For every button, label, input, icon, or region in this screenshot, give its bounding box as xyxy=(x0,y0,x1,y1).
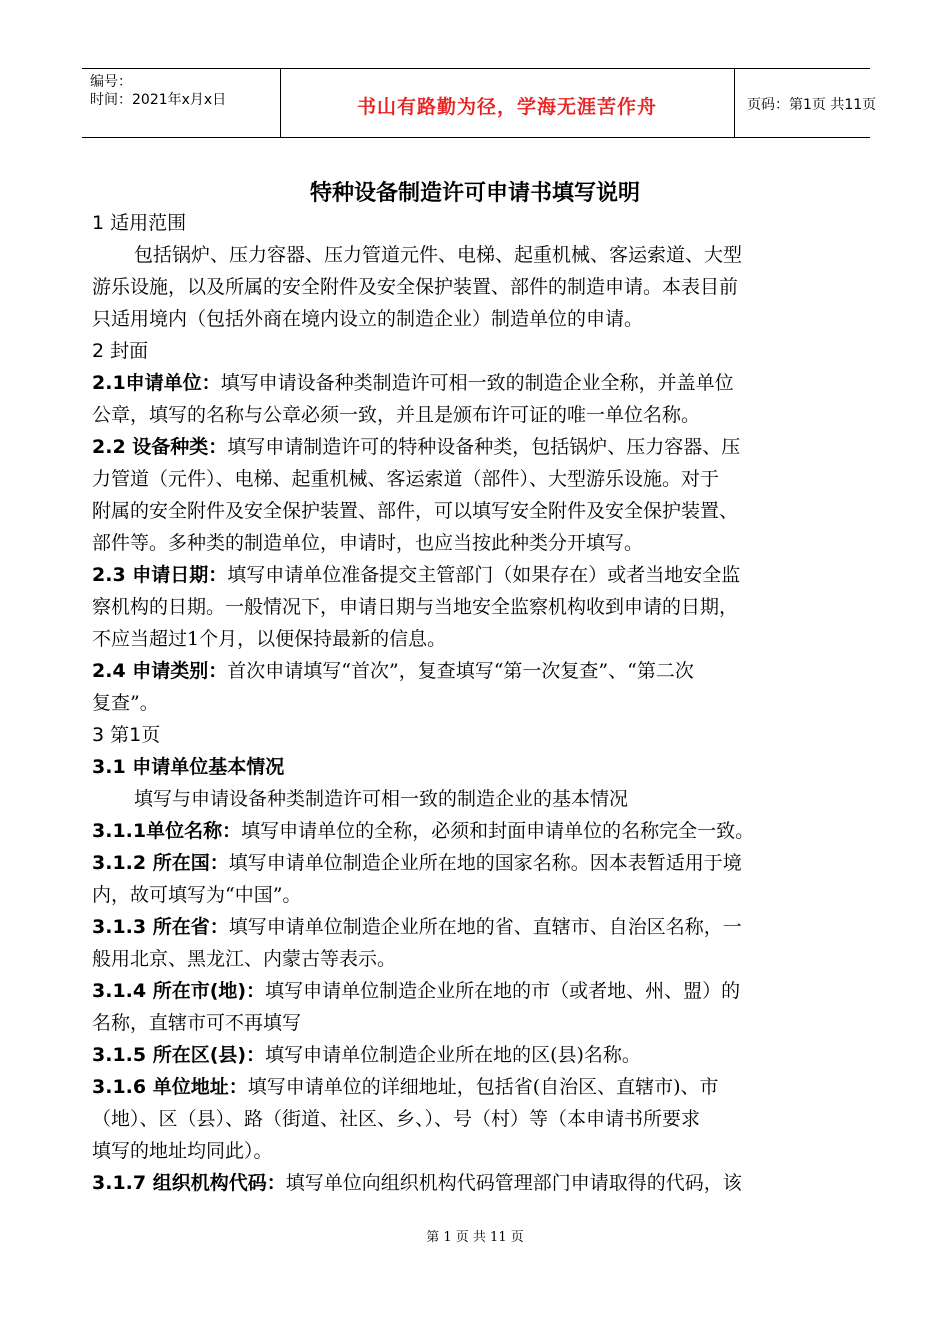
body-line xyxy=(92,527,862,559)
item-text: 填写申请单位制造企业所在地的省、直辖市、自治区名称，一 xyxy=(228,916,742,938)
body-line xyxy=(92,367,862,399)
item-text: 包括锅炉、压力容器、压力管道元件、电梯、起重机械、客运索道、大型 xyxy=(134,244,743,266)
header-page-cell xyxy=(735,69,877,137)
body-line xyxy=(92,1007,862,1039)
document-header xyxy=(82,68,877,138)
item-text: 部件等。多种类的制造单位，申请时，也应当按此种类分开填写。 xyxy=(92,532,644,554)
page-footer: 第 1 页 共 11 页 xyxy=(426,1230,524,1245)
item-label: 3.1.2 所在国： xyxy=(92,852,229,874)
body-line xyxy=(92,975,862,1007)
header-page-info: 页码：第1页 共11页 xyxy=(747,97,877,113)
body-line xyxy=(92,271,862,303)
item-text: 填写申请单位的详细地址，包括省(自治区、直辖市)、市 xyxy=(247,1076,719,1098)
body-line xyxy=(92,911,862,943)
section-heading xyxy=(92,335,862,367)
document-body xyxy=(92,207,862,1199)
item-text: 填写申请设备种类制造许可相一致的制造企业全称，并盖单位 xyxy=(220,372,734,394)
body-line xyxy=(92,623,862,655)
item-text: 力管道（元件）、电梯、起重机械、客运索道（部件）、大型游乐设施。对于 xyxy=(92,468,720,490)
body-line xyxy=(92,943,862,975)
item-text: 不应当超过1个月，以便保持最新的信息。 xyxy=(92,628,447,650)
item-label: 3.1.7 组织机构代码： xyxy=(92,1172,286,1194)
item-text: （地）、区（县）、路（街道、社区、乡、）、号（村）等（本申请书所要求 xyxy=(92,1108,701,1130)
item-label: 3.1.6 单位地址： xyxy=(92,1076,248,1098)
item-text: 填写申请单位准备提交主管部门（如果存在）或者当地安全监 xyxy=(227,564,741,586)
section-heading xyxy=(92,207,862,239)
item-label: 2.4 申请类别： xyxy=(92,660,228,682)
header-motto-cell xyxy=(280,69,735,137)
item-text: 2 封面 xyxy=(92,340,149,362)
item-label: 2.3 申请日期： xyxy=(92,564,228,586)
body-line xyxy=(92,559,862,591)
item-label: 3.1.1单位名称： xyxy=(92,820,242,842)
item-label: 2.2 设备种类： xyxy=(92,436,228,458)
item-label: 3.1.4 所在市(地)： xyxy=(92,980,266,1002)
body-line xyxy=(92,687,862,719)
item-text: 填写申请单位制造企业所在地的国家名称。因本表暂适用于境 xyxy=(228,852,742,874)
body-line xyxy=(92,431,862,463)
body-line xyxy=(92,399,862,431)
body-line xyxy=(92,815,862,847)
body-line xyxy=(92,1071,862,1103)
document-number-label: 编号： xyxy=(90,74,132,90)
item-text: 填写申请单位制造企业所在地的市（或者地、州、盟）的 xyxy=(265,980,741,1002)
item-text: 察机构的日期。一般情况下，申请日期与当地安全监察机构收到申请的日期， xyxy=(92,596,739,618)
item-text: 游乐设施，以及所属的安全附件及安全保护装置、部件的制造申请。本表目前 xyxy=(92,276,739,298)
item-text: 填写申请单位的全称，必须和封面申请单位的名称完全一致。 xyxy=(241,820,755,842)
body-line xyxy=(92,1039,862,1071)
item-text: 填写与申请设备种类制造许可相一致的制造企业的基本情况 xyxy=(134,788,629,810)
body-line xyxy=(92,1167,862,1199)
body-line xyxy=(92,591,862,623)
body-line xyxy=(92,495,862,527)
document-date-label: 时间：2021年x月x日 xyxy=(90,92,227,108)
item-text: 公章，填写的名称与公章必须一致，并且是颁布许可证的唯一单位名称。 xyxy=(92,404,701,426)
body-line xyxy=(92,1135,862,1167)
item-text: 般用北京、黑龙江、内蒙古等表示。 xyxy=(92,948,397,970)
body-line xyxy=(92,655,862,687)
item-text: 3 第1页 xyxy=(92,724,161,746)
section-heading xyxy=(92,719,862,751)
document-title: 特种设备制造许可申请书填写说明 xyxy=(309,181,640,206)
body-line xyxy=(92,303,862,335)
header-motto: 书山有路勤为径，学海无涯苦作舟 xyxy=(356,96,657,118)
body-line xyxy=(92,1103,862,1135)
item-text: 填写申请制造许可的特种设备种类，包括锅炉、压力容器、压 xyxy=(227,436,741,458)
item-text: 只适用境内（包括外商在境内设立的制造企业）制造单位的申请。 xyxy=(92,308,644,330)
header-left-cell xyxy=(82,69,281,137)
body-line xyxy=(92,239,862,271)
item-text: 内，故可填写为“中国”。 xyxy=(92,884,302,906)
item-label: 3.1.3 所在省： xyxy=(92,916,229,938)
body-line xyxy=(92,783,862,815)
item-label: 3.1.5 所在区(县)： xyxy=(92,1044,266,1066)
body-line xyxy=(92,879,862,911)
item-text: 复查”。 xyxy=(92,692,159,714)
item-text: 填写的地址均同此）。 xyxy=(92,1140,273,1162)
item-text: 1 适用范围 xyxy=(92,212,187,234)
item-label: 3.1 申请单位基本情况 xyxy=(92,756,285,778)
item-text: 填写单位向组织机构代码管理部门申请取得的代码，该 xyxy=(285,1172,742,1194)
body-line xyxy=(92,463,862,495)
item-label: 2.1申请单位： xyxy=(92,372,221,394)
body-line xyxy=(92,751,862,783)
body-line xyxy=(92,847,862,879)
item-text: 填写申请单位制造企业所在地的区(县)名称。 xyxy=(265,1044,641,1066)
item-text: 附属的安全附件及安全保护装置、部件，可以填写安全附件及安全保护装置、 xyxy=(92,500,739,522)
item-text: 名称，直辖市可不再填写 xyxy=(92,1012,302,1034)
item-text: 首次申请填写“首次”，复查填写“第一次复查”、“第二次 xyxy=(227,660,694,682)
